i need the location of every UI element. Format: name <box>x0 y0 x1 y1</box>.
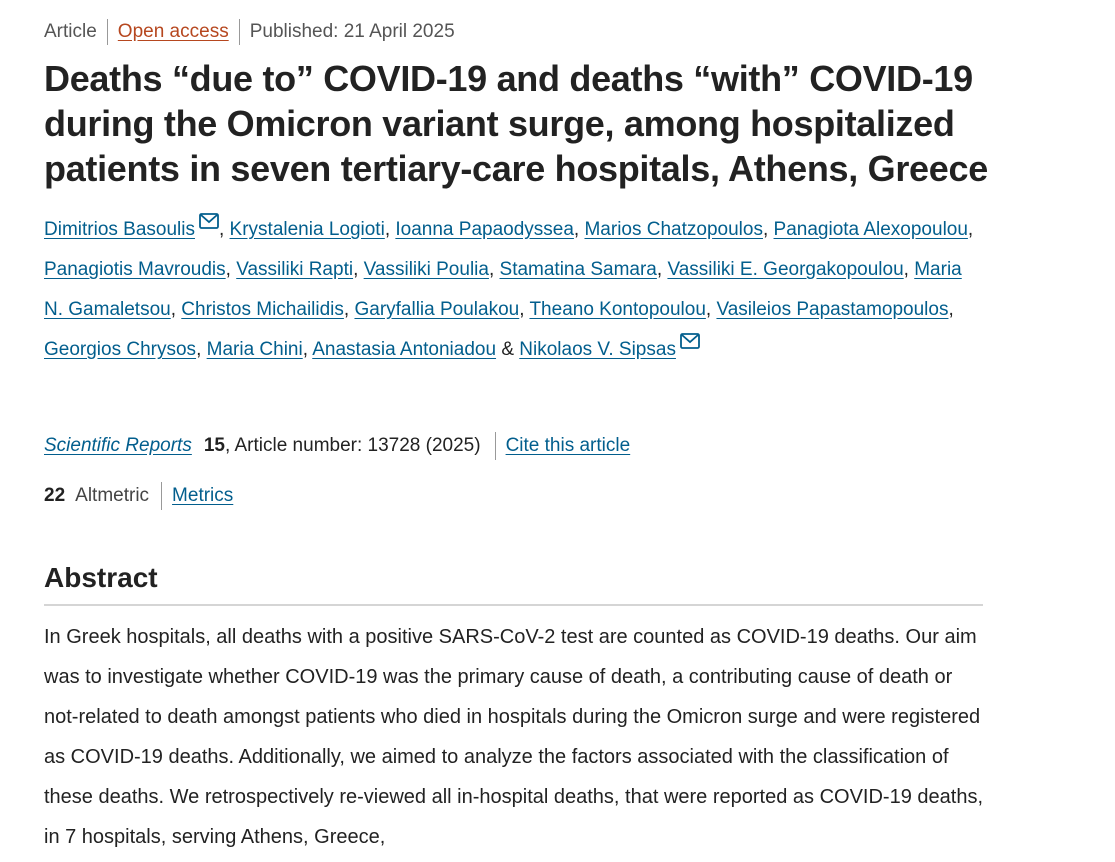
abstract-divider <box>44 604 983 606</box>
journal-link[interactable]: Scientific Reports <box>44 435 192 456</box>
author-list: Dimitrios Basoulis , Krystalenia Logioti, Ioanna Papaodyssea, Marios Chatzopoulos, Panagiota Alexopoulou, Panagiotis Mavroudis, Vassiliki Rapti, Vassiliki Poulia, Stamatina Samara, Vassiliki E. Georgakopoulou, Maria N. Gamaletsou, Christos Michailidis, Garyfallia Poulakou, Theano Kontopoulou, Vasileios Papastamopoulos, Georgios Chrysos, Maria Chini, Anastasia Antoniadou & Nikolaos V. Sipsas <box>44 210 979 370</box>
article-number: , Article number: 13728 (2025) <box>224 435 481 456</box>
author-link[interactable]: Maria Chini <box>206 339 303 360</box>
abstract-heading: Abstract <box>44 562 158 593</box>
author-link[interactable]: Vassiliki E. Georgakopoulou <box>667 259 904 280</box>
author-link[interactable]: Vasileios Papastamopoulos <box>716 299 949 320</box>
published-date: Published: 21 April 2025 <box>249 21 455 42</box>
divider <box>239 19 240 45</box>
article-meta <box>44 19 455 45</box>
divider <box>495 432 496 460</box>
author-link[interactable]: Nikolaos V. Sipsas <box>519 339 676 360</box>
author-link[interactable]: Panagiota Alexopoulou <box>773 219 968 240</box>
author-link[interactable]: Ioanna Papaodyssea <box>395 219 574 240</box>
article-title: Deaths “due to” COVID-19 and deaths “with” COVID-19 during the Omicron variant surge, among hospitalized patients in seven tertiary-care hospitals, Athens, Greece <box>44 58 988 189</box>
author-link[interactable]: Dimitrios Basoulis <box>44 219 195 240</box>
author-link[interactable]: Stamatina Samara <box>499 259 657 280</box>
divider <box>161 482 162 510</box>
altmetric-label: Altmetric <box>75 485 150 506</box>
divider <box>107 19 108 45</box>
author-link[interactable]: Panagiotis Mavroudis <box>44 259 226 280</box>
article-type: Article <box>44 21 97 42</box>
altmetric-count: 22 <box>44 485 66 506</box>
author-link[interactable]: Vassiliki Poulia <box>363 259 489 280</box>
cite-article-link[interactable]: Cite this article <box>505 435 631 456</box>
envelope-icon[interactable] <box>680 333 700 349</box>
metrics-row <box>44 482 233 510</box>
abstract-text: In Greek hospitals, all deaths with a positive SARS-CoV-2 test are counted as COVID-19 deaths. Our aim was to investigate whether COVID-19 was the primary cause of death, a contributing cause of death or not-related to death amongst patients who died in hospitals during the Omicron surge and were registered as COVID-19 deaths. Additionally, we aimed to analyze the factors associated with the classification of these deaths. We retrospectively re-viewed all in-hospital deaths, that were reported as COVID-19 deaths, in 7 hospitals, serving Athens, Greece, <box>44 626 983 848</box>
author-link[interactable]: Maria N. Gamaletsou <box>44 259 962 320</box>
open-access-link[interactable]: Open access <box>117 21 229 42</box>
author-link[interactable]: Vassiliki Rapti <box>236 259 354 280</box>
envelope-icon[interactable] <box>199 213 219 229</box>
citation-row <box>44 432 630 460</box>
metrics-link[interactable]: Metrics <box>172 485 234 506</box>
author-link[interactable]: Georgios Chrysos <box>44 339 197 360</box>
author-link[interactable]: Christos Michailidis <box>181 299 344 320</box>
author-link[interactable]: Anastasia Antoniadou <box>312 339 497 360</box>
author-link[interactable]: Marios Chatzopoulos <box>584 219 763 240</box>
author-link[interactable]: Krystalenia Logioti <box>229 219 385 240</box>
author-link[interactable]: Garyfallia Poulakou <box>354 299 520 320</box>
author-link[interactable]: Theano Kontopoulou <box>529 299 706 320</box>
volume-number: 15 <box>203 435 225 456</box>
